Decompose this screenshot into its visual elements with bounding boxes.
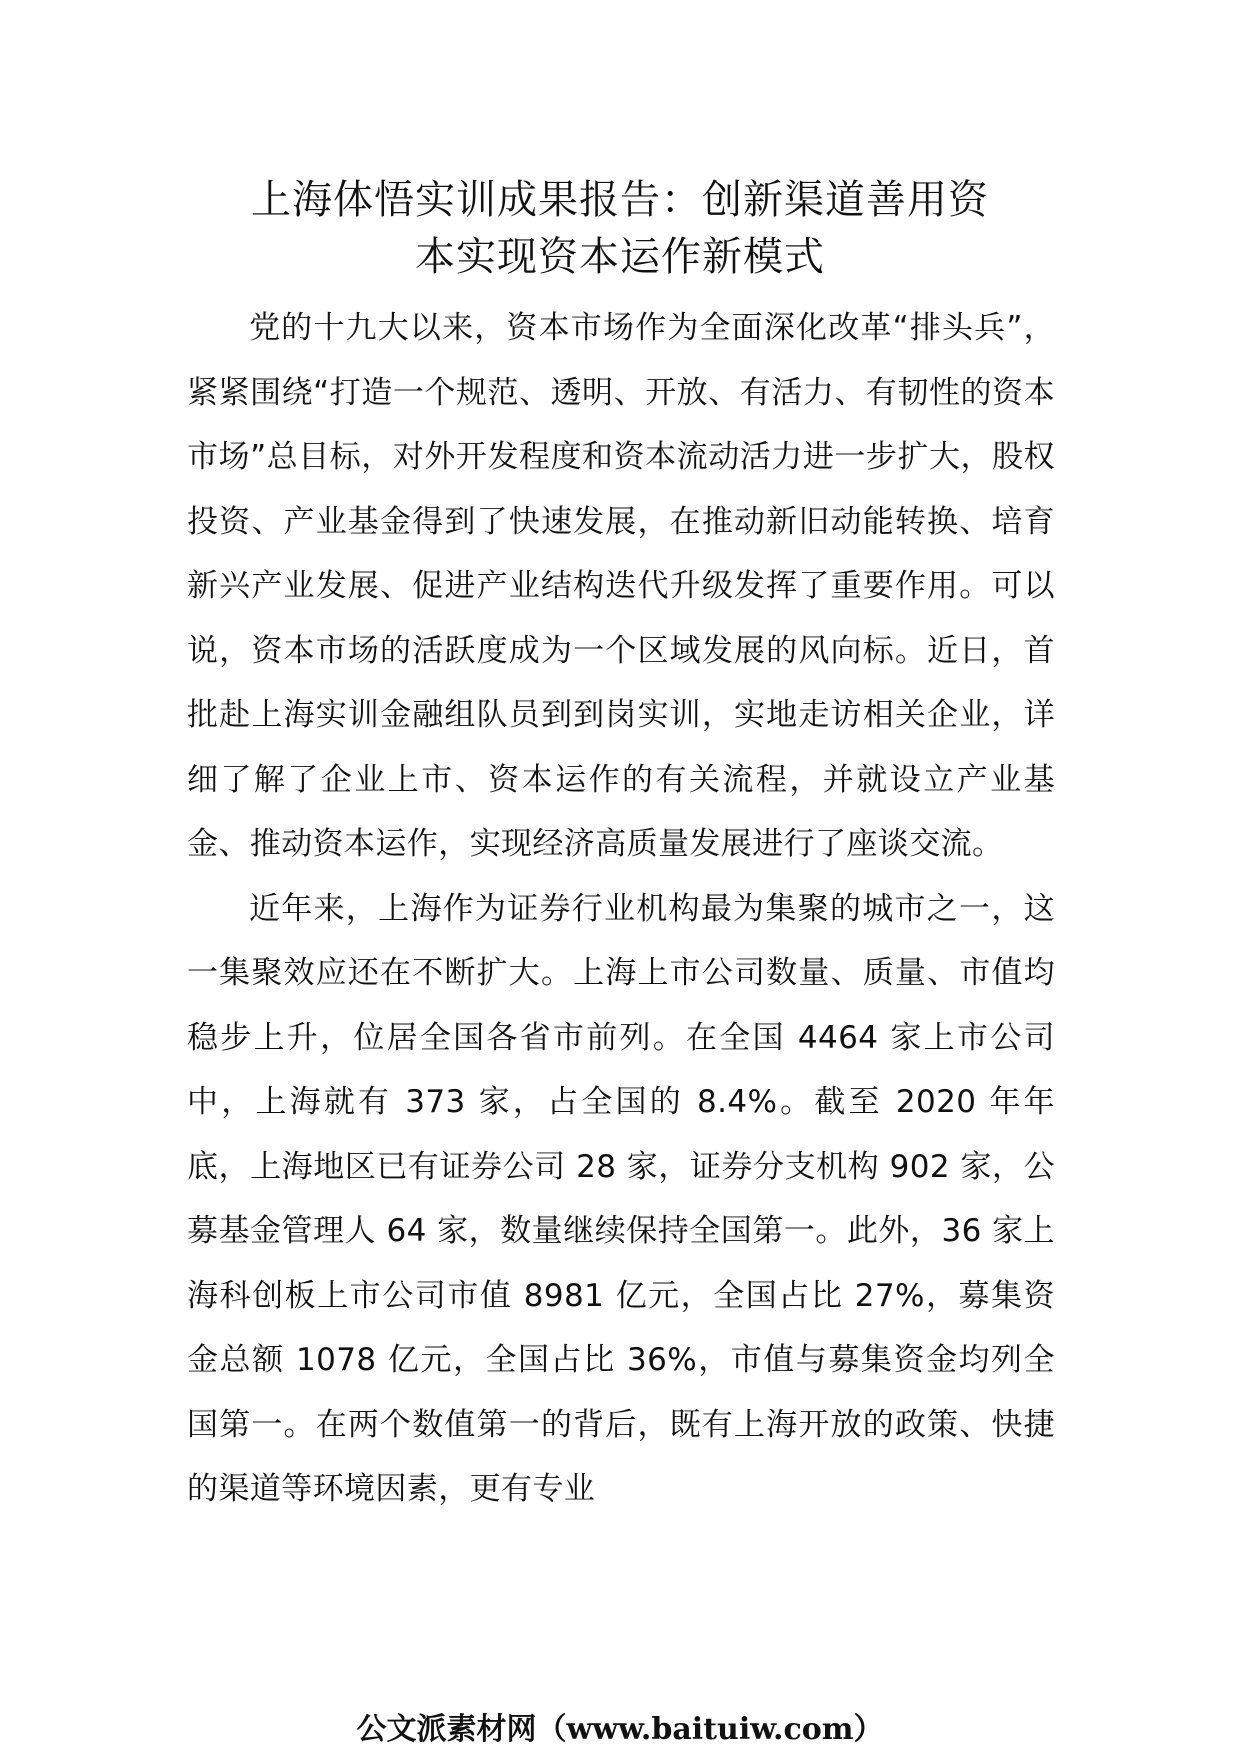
paragraph-1: 党的十九大以来，资本市场作为全面深化改革“排头兵”，紧紧围绕“打造一个规范、透明、开放、有活力、有韧性的资本市场”总目标，对外开发程度和资本流动活力进一步扩大，股权投资、产业基金得到了快速发展，在推动新旧动能转换、培育新兴产业发展、促进产业结构迭代升级发挥了重要作用。可以说，资本市场的活跃度成为一个区域发展的风向标。近日，首批赴上海实训金融组队员到到岗实训，实地走访相关企业，详细了解了企业上市、资本运作的有关流程，并就设立产业基金、推动资本运作，实现经济高质量发展进行了座谈交流。	[187, 310, 1055, 862]
paragraph-2: 近年来，上海作为证券行业机构最为集聚的城市之一，这一集聚效应还在不断扩大。上海上市公司数量、质量、市值均稳步上升，位居全国各省市前列。在全国 4464 家上市公司中，上海就有 373 家，占全国的 8.4%。截至 2020 年年底，上海地区已有证券公司 28 家，证券分支机构 902 家，公募基金管理人 64 家，数量继续保持全国第一。此外，36 家上海科创板上市公司市值 8981 亿元，全国占比 27%，募集资金总额 1078 亿元，全国占比 36%，市值与募集资金均列全国第一。在两个数值第一的背后，既有上海开放的政策、快捷的渠道等环境因素，更有专业	[187, 890, 1055, 1507]
footer-watermark: 公文派素材网（www.baituiw.com）	[356, 1712, 884, 1747]
title-line-2: 本实现资本运作新模式	[415, 234, 825, 280]
title-line-1: 上海体悟实训成果报告：创新渠道善用资	[251, 177, 989, 223]
document-body	[187, 296, 1055, 1522]
document-title	[150, 172, 1090, 286]
